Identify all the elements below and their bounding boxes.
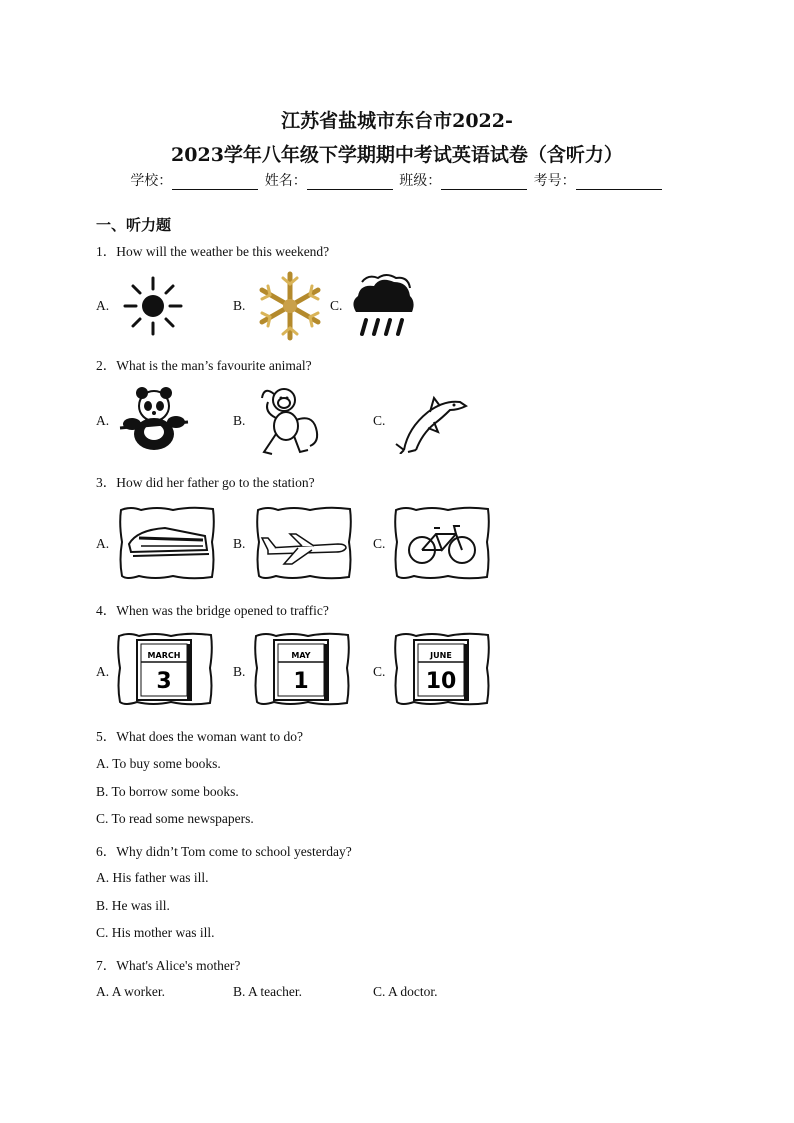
class-label: 班级： — [399, 173, 442, 189]
option-label[interactable]: A. — [96, 298, 110, 313]
option-label[interactable]: B. — [233, 664, 246, 679]
bicycle-icon[interactable] — [392, 504, 492, 582]
option-label[interactable]: C. — [373, 536, 386, 551]
calendar-month: MAY — [291, 651, 311, 660]
train-icon[interactable] — [117, 504, 217, 582]
question-number: 1． — [96, 244, 117, 259]
question-number: 5． — [96, 729, 117, 744]
dolphin-icon[interactable] — [394, 388, 468, 454]
number-label: 考号： — [533, 173, 576, 189]
question-number: 6． — [96, 844, 117, 859]
question-1 — [96, 240, 329, 260]
question-text: How will the weather be this weekend? — [116, 244, 330, 259]
school-label: 学校： — [130, 173, 173, 189]
choice-a[interactable]: A. His father was ill. — [96, 870, 209, 885]
calendar-day: 10 — [425, 669, 457, 694]
calendar-day: 1 — [293, 669, 309, 694]
calendar-icon[interactable] — [115, 630, 215, 708]
option-label[interactable]: C. — [373, 413, 386, 428]
choice-c[interactable]: C. To read some newspapers. — [96, 811, 254, 826]
choice-b[interactable]: B. To borrow some books. — [96, 784, 239, 799]
rain-cloud-icon[interactable] — [350, 272, 416, 342]
number-blank[interactable] — [576, 175, 662, 190]
calendar-icon[interactable] — [392, 630, 492, 708]
option-label[interactable]: B. — [233, 298, 246, 313]
name-blank[interactable] — [307, 175, 393, 190]
calendar-month: MARCH — [147, 651, 181, 660]
question-number: 3． — [96, 475, 117, 490]
question-text: What is the man’s favourite animal? — [116, 358, 312, 373]
option-label[interactable]: C. — [330, 298, 343, 313]
choice-b[interactable]: B. He was ill. — [96, 898, 170, 913]
exam-title-line1: 江苏省盐城市东台市2022- — [281, 110, 513, 132]
calendar-month: JUNE — [430, 651, 452, 660]
question-text: When was the bridge opened to traffic? — [116, 603, 329, 618]
section-heading-listening: 一、听力题 — [96, 216, 172, 234]
question-text: What does the woman want to do? — [116, 729, 303, 744]
choice-c[interactable]: C. A doctor. — [373, 984, 438, 999]
school-blank[interactable] — [172, 175, 258, 190]
question-number: 4． — [96, 603, 117, 618]
question-number: 7． — [96, 958, 117, 973]
airplane-icon[interactable] — [254, 504, 354, 582]
question-5 — [96, 725, 303, 745]
panda-icon[interactable] — [118, 384, 190, 456]
exam-title-line2: 2023学年八年级下学期期中考试英语试卷（含听力） — [171, 144, 623, 166]
question-number: 2． — [96, 358, 117, 373]
choice-a[interactable]: A. A worker. — [96, 984, 165, 999]
sun-icon[interactable] — [122, 276, 184, 336]
option-label[interactable]: A. — [96, 664, 110, 679]
question-text: What's Alice's mother? — [116, 958, 241, 973]
calendar-icon[interactable] — [252, 630, 352, 708]
question-3 — [96, 471, 315, 491]
choice-c[interactable]: C. His mother was ill. — [96, 925, 215, 940]
question-text: How did her father go to the station? — [116, 475, 315, 490]
calendar-day: 3 — [156, 669, 172, 694]
question-4 — [96, 599, 329, 619]
choice-b[interactable]: B. A teacher. — [233, 984, 302, 999]
option-label[interactable]: A. — [96, 413, 110, 428]
question-7 — [96, 954, 240, 974]
question-2 — [96, 354, 312, 374]
question-text: Why didn’t Tom come to school yesterday? — [116, 844, 352, 859]
name-label: 姓名： — [264, 173, 307, 189]
class-blank[interactable] — [441, 175, 527, 190]
student-info-line — [0, 170, 794, 190]
choice-a[interactable]: A. To buy some books. — [96, 756, 221, 771]
option-label[interactable]: B. — [233, 536, 246, 551]
option-label[interactable]: C. — [373, 664, 386, 679]
monkey-icon[interactable] — [254, 384, 326, 458]
snowflake-icon[interactable] — [252, 270, 328, 342]
question-6 — [96, 840, 352, 860]
option-label[interactable]: B. — [233, 413, 246, 428]
option-label[interactable]: A. — [96, 536, 110, 551]
